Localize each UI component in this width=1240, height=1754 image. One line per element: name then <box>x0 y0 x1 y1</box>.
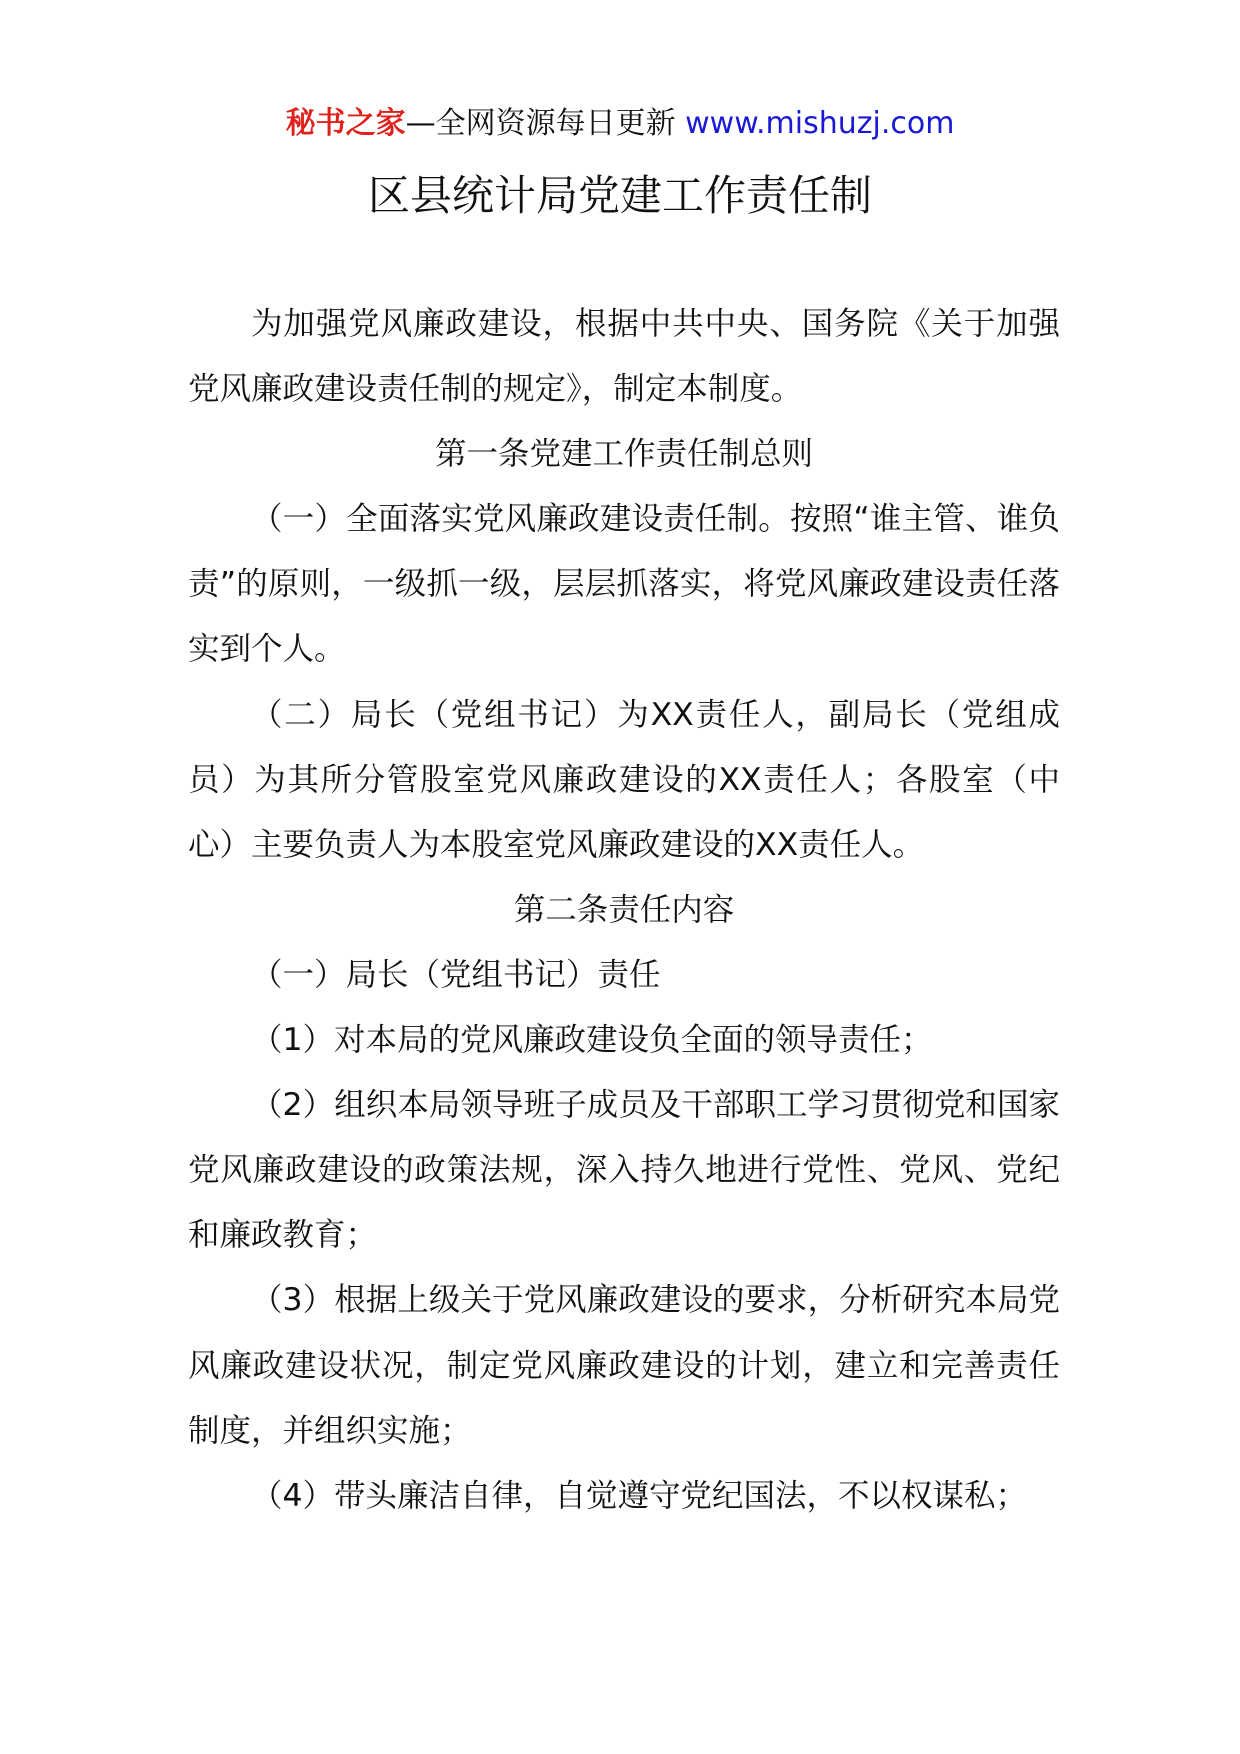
intro-paragraph: 为加强党风廉政建设，根据中共中央、国务院《关于加强党风廉政建设责任制的规定》，制定本制度。 <box>188 306 1060 408</box>
section-heading-article-1: 第一条党建工作责任制总则 <box>434 436 813 473</box>
document-body <box>188 292 1060 1529</box>
site-header <box>0 104 1240 144</box>
list-item-4: （4）带头廉洁自律，自觉遵守党纪国法，不以权谋私； <box>251 1477 1028 1514</box>
brand-name: 秘书之家 <box>285 106 406 141</box>
list-item-2: （2）组织本局领导班子成员及干部职工学习贯彻党和国家党风廉政建设的政策法规，深入持久地进行党性、党风、党纪和廉政教育； <box>188 1087 1060 1254</box>
document-title: 区县统计局党建工作责任制 <box>367 171 872 220</box>
section-heading-article-2: 第二条责任内容 <box>513 891 735 928</box>
list-item-3: （3）根据上级关于党风廉政建设的要求，分析研究本局党风廉政建设状况，制定党风廉政建设的计划，建立和完善责任制度，并组织实施； <box>188 1282 1060 1449</box>
site-url-link[interactable]: www.mishuzj.com <box>685 106 955 141</box>
subheading-director-responsibility: （一）局长（党组书记）责任 <box>251 956 661 993</box>
list-item-1: （1）对本局的党风廉政建设负全面的领导责任； <box>251 1022 933 1059</box>
paragraph-article-1-item-2: （二）局长（党组书记）为XX责任人，副局长（党组成员）为其所分管股室党风廉政建设的XX责任人；各股室（中心）主要负责人为本股室党风廉政建设的XX责任人。 <box>188 696 1060 863</box>
paragraph-article-1-item-1: （一）全面落实党风廉政建设责任制。按照“谁主管、谁负责”的原则，一级抓一级，层层抓落实，将党风廉政建设责任落实到个人。 <box>188 501 1060 668</box>
header-tagline: —全网资源每日更新 <box>405 106 676 141</box>
